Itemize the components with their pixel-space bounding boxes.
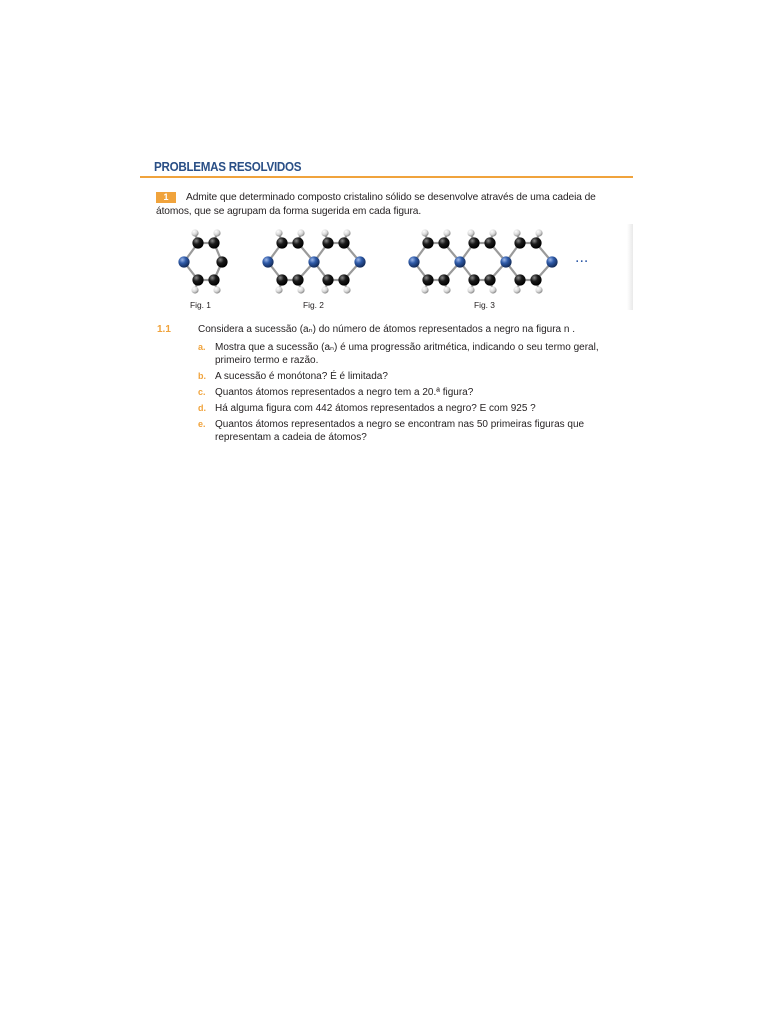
black-atom [322,237,333,248]
question-text: Considera a sucessão (aₙ) do número de átomos representados a negro na figura n . [198,324,575,335]
item-text: Quantos átomos representados a negro tem a 20.ª figura? [215,387,474,398]
white-atom [343,229,350,236]
white-atom [443,286,450,293]
item-letter: c. [198,387,206,397]
black-atom [338,274,349,285]
black-atom [192,237,203,248]
problem-sheet [140,158,633,458]
black-atom [192,274,203,285]
blue-atom [354,256,365,267]
question-items [198,341,622,447]
black-atom [530,274,541,285]
black-atom [216,256,227,267]
white-atom [275,286,282,293]
black-atom [438,237,449,248]
problem-number-badge: 1 [156,192,176,203]
white-atom [275,229,282,236]
black-atom [530,237,541,248]
item-text: A sucessão é monótona? É é limitada? [215,371,388,382]
white-atom [467,286,474,293]
section-header [140,158,633,176]
black-atom [422,274,433,285]
blue-atom [546,256,557,267]
question-item-e [198,418,622,444]
black-atom [422,237,433,248]
question-number: 1.1 [157,324,171,335]
white-atom [513,229,520,236]
black-atom [484,274,495,285]
item-letter: b. [198,371,206,381]
white-atom [297,286,304,293]
ellipsis-marker: ... [575,249,589,266]
white-atom [191,286,198,293]
item-letter: a. [198,342,206,352]
question-item-d [198,402,622,415]
black-atom [208,237,219,248]
black-atom [276,237,287,248]
white-atom [297,229,304,236]
fig-2-caption: Fig. 2 [303,300,324,310]
white-atom [513,286,520,293]
blue-atom [178,256,189,267]
fig-3-caption: Fig. 3 [474,300,495,310]
white-atom [489,286,496,293]
image-edge [627,224,633,310]
black-atom [514,274,525,285]
white-atom [467,229,474,236]
white-atom [421,286,428,293]
black-atom [514,237,525,248]
black-atom [292,237,303,248]
black-atom [338,237,349,248]
black-atom [276,274,287,285]
blue-atom [308,256,319,267]
black-atom [468,274,479,285]
question-item-b [198,370,622,383]
blue-atom [454,256,465,267]
black-atom [468,237,479,248]
item-text: Há alguma figura com 442 átomos representados a negro? E com 925 ? [215,403,536,414]
black-atom [484,237,495,248]
item-letter: e. [198,419,206,429]
problem-statement: Admite que determinado composto cristalino sólido se desenvolve através de uma cadeia de átomos, que se agrupam da forma sugerida em cada figura. [156,192,596,217]
white-atom [213,229,220,236]
white-atom [489,229,496,236]
figures-row [160,226,635,312]
item-letter: d. [198,403,206,413]
white-atom [535,229,542,236]
item-text: Mostra que a sucessão (aₙ) é uma progressão aritmética, indicando o seu termo geral, primeiro termo e razão. [215,342,599,366]
black-atom [208,274,219,285]
molecule-figures [160,226,635,312]
white-atom [213,286,220,293]
black-atom [438,274,449,285]
white-atom [343,286,350,293]
blue-atom [408,256,419,267]
white-atom [443,229,450,236]
section-title: PROBLEMAS RESOLVIDOS [154,160,302,174]
fig-1-caption: Fig. 1 [190,300,211,310]
blue-atom [500,256,511,267]
item-text: Quantos átomos representados a negro se encontram nas 50 primeiras figuras que representam a cadeia de átomos? [215,419,585,443]
white-atom [321,229,328,236]
black-atom [292,274,303,285]
white-atom [191,229,198,236]
white-atom [535,286,542,293]
question-item-a [198,341,622,367]
header-rule [140,176,633,178]
white-atom [321,286,328,293]
question-item-c [198,386,622,399]
black-atom [322,274,333,285]
blue-atom [262,256,273,267]
white-atom [421,229,428,236]
